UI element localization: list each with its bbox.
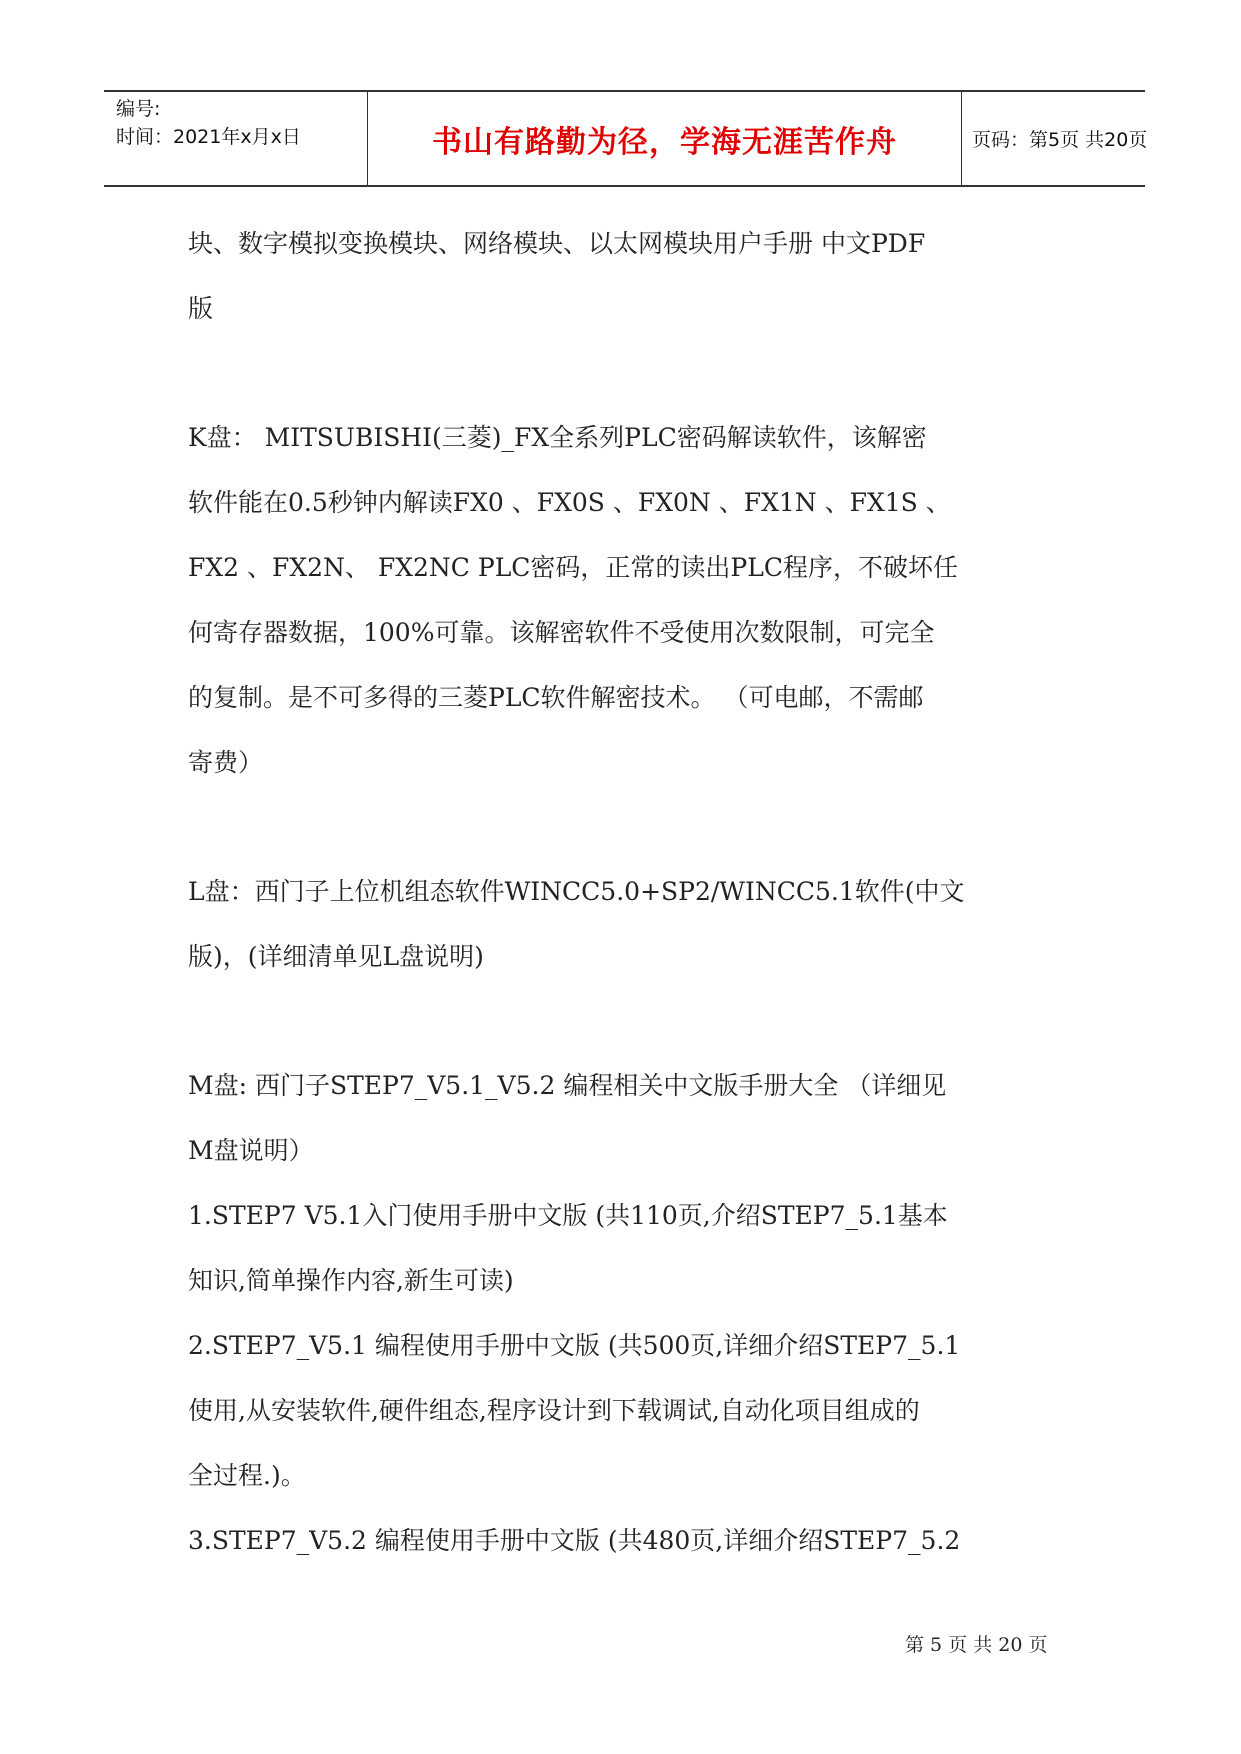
body-line: 1.STEP7 V5.1入门使用手册中文版 (共110页,介绍STEP7_5.1基本 — [188, 1201, 948, 1230]
document-time-label: 时间：2021年x月x日 — [116, 126, 301, 148]
header-page-cell — [962, 92, 1155, 185]
body-line: 3.STEP7_V5.2 编程使用手册中文版 (共480页,详细介绍STEP7_5.2 — [188, 1526, 961, 1555]
header-motto: 书山有路勤为径，学海无涯苦作舟 — [432, 124, 897, 160]
header-page-number: 页码：第5页 共20页 — [972, 129, 1148, 151]
body-line: FX2 、FX2N、 FX2NC PLC密码，正常的读出PLC程序，不破坏任 — [188, 553, 958, 582]
body-line: K盘： MITSUBISHI(三菱)_FX全系列PLC密码解读软件，该解密 — [188, 423, 927, 452]
body-line: M盘: 西门子STEP7_V5.1_V5.2 编程相关中文版手册大全 （详细见 — [188, 1071, 947, 1100]
body-line: 寄费） — [188, 748, 264, 777]
body-line: 知识,简单操作内容,新生可读) — [188, 1266, 514, 1295]
body-line: 全过程.)。 — [188, 1461, 306, 1490]
body-line: M盘说明） — [188, 1136, 314, 1165]
body-line: L盘：西门子上位机组态软件WINCC5.0+SP2/WINCC5.1软件(中文 — [188, 877, 965, 906]
header-info-cell — [104, 92, 367, 185]
body-line: 的复制。是不可多得的三菱PLC软件解密技术。 （可电邮，不需邮 — [188, 683, 924, 712]
body-line: 使用,从安装软件,硬件组态,程序设计到下载调试,自动化项目组成的 — [188, 1396, 920, 1425]
page-header — [104, 90, 1148, 187]
document-number-label: 编号: — [116, 98, 161, 120]
page-footer: 第 5 页 共 20 页 — [905, 1634, 1048, 1656]
body-line: 何寄存器数据，100%可靠。该解密软件不受使用次数限制，可完全 — [188, 618, 935, 647]
body-line: 软件能在0.5秒钟内解读FX0 、FX0S 、FX0N 、FX1N 、FX1S 、 — [188, 488, 951, 517]
body-line: 版)，(详细清单见L盘说明) — [188, 942, 484, 971]
body-line: 版 — [188, 294, 214, 323]
body-line: 块、数字模拟变换模块、网络模块、以太网模块用户手册 中文PDF — [188, 229, 926, 258]
header-motto-cell — [367, 92, 962, 185]
body-line: 2.STEP7_V5.1 编程使用手册中文版 (共500页,详细介绍STEP7_5.1 — [188, 1331, 961, 1360]
